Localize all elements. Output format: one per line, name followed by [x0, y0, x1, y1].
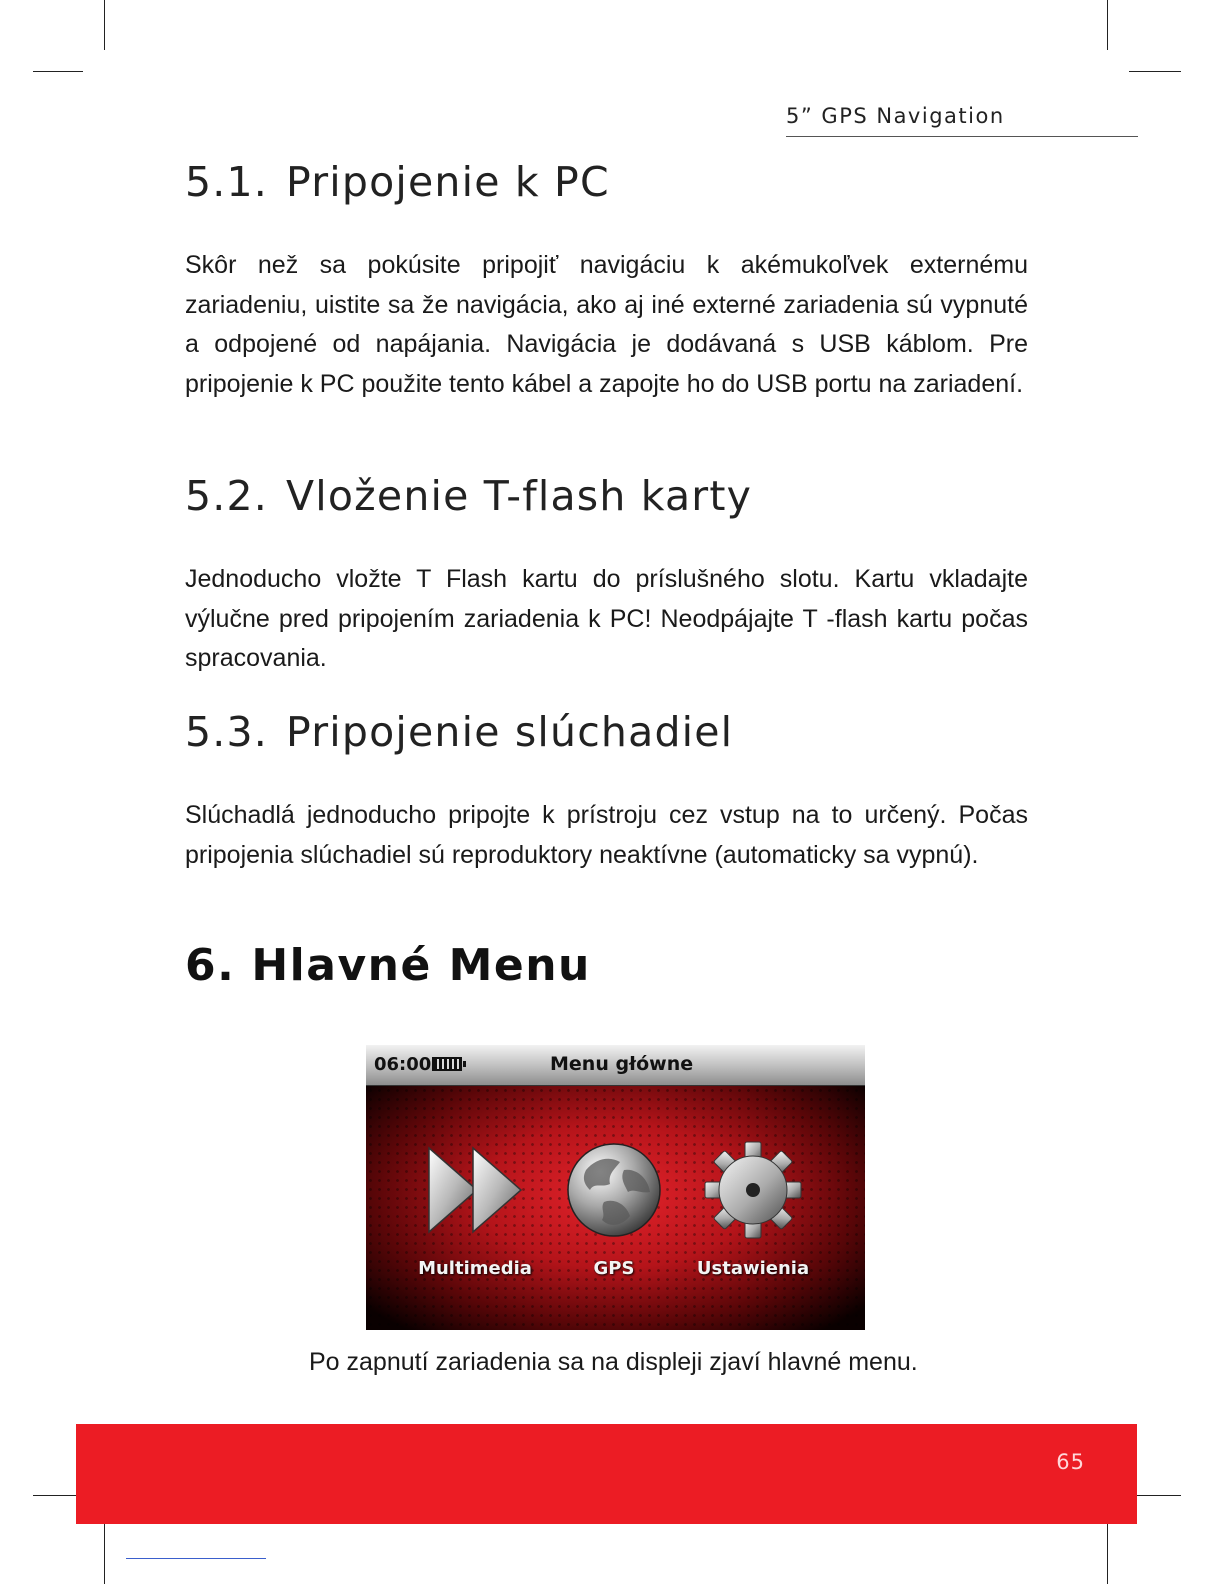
crop-mark: [104, 1518, 105, 1584]
section-title: Pripojenie k PC: [286, 158, 610, 206]
section-heading-5-2: [185, 472, 752, 520]
screen-title: Menu główne: [550, 1053, 694, 1075]
fast-forward-icon: [425, 1140, 525, 1240]
page-number: 65: [1056, 1450, 1085, 1474]
crop-mark: [1129, 71, 1181, 72]
section-title: Vloženie T-flash karty: [286, 472, 753, 520]
clock: 06:00: [374, 1054, 432, 1075]
footer-band: [76, 1424, 1137, 1524]
crop-mark: [1107, 0, 1108, 50]
chapter-title: Hlavné Menu: [251, 940, 591, 991]
section-body-5-3: Slúchadlá jednoducho pripojte k prístroju cez vstup na to určený. Počas pripojenia slúchadiel sú reproduktory neaktívne (automaticky sa vypnú).: [185, 801, 1028, 869]
crop-mark: [33, 71, 83, 72]
section-heading-5-3: [185, 708, 733, 756]
header-rule: [786, 136, 1138, 137]
chapter-heading-6: [185, 940, 591, 991]
menu-item-multimedia[interactable]: [410, 1140, 540, 1310]
crop-mark: [104, 0, 105, 50]
bottom-rule: [126, 1558, 266, 1559]
menu-label: Ustawienia: [696, 1258, 810, 1279]
battery-icon: [432, 1057, 462, 1071]
device-screenshot: [366, 1045, 865, 1330]
section-body-5-2: Jednoducho vložte T Flash kartu do príslušného slotu. Kartu vkladajte výlučne pred pripojením zariadenia k PC! Neodpájajte T -flash kartu počas spracovania.: [185, 565, 1028, 672]
chapter-number: 6.: [185, 940, 236, 991]
running-header: 5” GPS Navigation: [786, 104, 1005, 128]
globe-icon: [564, 1140, 664, 1240]
menu-item-settings[interactable]: [688, 1140, 818, 1310]
section-heading-5-1: [185, 158, 610, 206]
section-body-5-1: Skôr než sa pokúsite pripojiť navigáciu k akémukoľvek externému zariadeniu, uistite sa že navigácia, ako aj iné externé zariadenia sú vypnuté a odpojené od napájania. Navigácia je dodávaná s USB káblom. Pre pripojenie k PC použite tento kábel a zapojte ho do USB portu na zariadení.: [185, 251, 1028, 398]
menu-item-gps[interactable]: [549, 1140, 679, 1310]
gear-icon: [703, 1140, 803, 1240]
crop-mark: [1107, 1518, 1108, 1584]
status-bar: [366, 1045, 865, 1086]
figure-caption: Po zapnutí zariadenia sa na displeji zjaví hlavné menu.: [309, 1348, 918, 1376]
section-number: 5.2.: [185, 472, 269, 520]
section-title: Pripojenie slúchadiel: [286, 708, 734, 756]
menu-label: Multimedia: [418, 1258, 532, 1279]
menu-label: GPS: [593, 1258, 635, 1279]
menu-area: [366, 1086, 865, 1330]
section-number: 5.3.: [185, 708, 269, 756]
section-number: 5.1.: [185, 158, 269, 206]
